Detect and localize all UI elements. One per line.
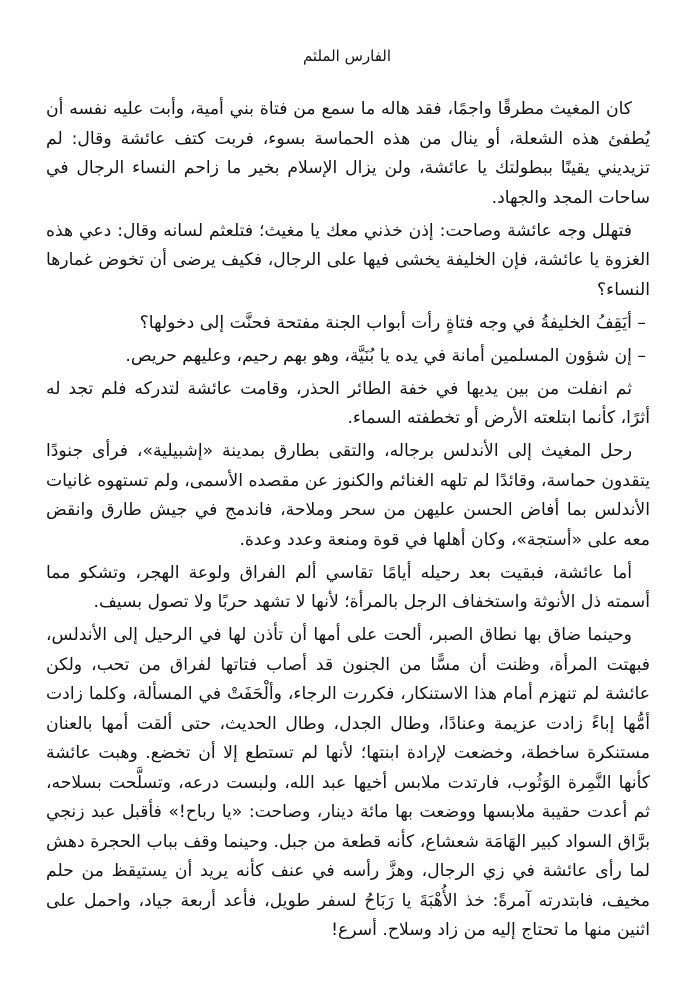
paragraph-3: ثم انفلت من بين يديها في خفة الطائر الحذر، وقامت عائشة لتدركه فلم تجد له أثرًا، كأنما ابتلعته الأرض أو تخطفته السماء.: [46, 378, 650, 428]
paragraph-2: فتهلل وجه عائشة وصاحت: إذن خذني معك يا مغيث؛ فتلعثم لسانه وقال: دعي هذه الغزوة يا عائشة، فإن الخليفة يخشى فيها على الرجال، فكيف يرضى أن تخوض غمارها النساء؟: [46, 220, 650, 300]
paragraph-4: رحل المغيث إلى الأندلس برجاله، والتقى بطارق بمدينة «إشبيلية»، فرأى جنودًا يتقدون حماسة، وقائدًا لم تلهه الغنائم والكنوز عن مقصده الأسمى، ولم تستهوه غانيات الأندلس بما أفاض الحسن عليهن من سحر وملاحة، فاندمج في جيش طارق وانقض معه على «أستجة»، وكان أهلها في قوة ومنعة وعدد وعدة.: [46, 441, 650, 550]
dialogue-line-2: – إن شؤون المسلمين أمانة في يده يا بُنَيَّة، وهو بهم رحيم، وعليهم حريص.: [125, 345, 646, 366]
paragraph-1: كان المغيث مطرقًا واجمًا، فقد هاله ما سمع من فتاة بني أمية، وأبت عليه نفسه أن يُطفئ هذه الشعلة، أو ينال من هذه الحماسة بسوء، فربت كتف عائشة وقال: لم تزيديني يقينًا ببطولتك يا عائشة، ولن يزال الإسلام بخير ما زاحم النساء الرجال في ساحات المجد والجهاد.: [46, 99, 650, 208]
running-title: الفارس الملثم: [302, 47, 392, 65]
paragraph-6: وحينما ضاق بها نطاق الصبر، ألحت على أمها أن تأذن لها في الرحيل إلى الأندلس، فبهتت المرأة، وظنت أن مسًّا من الجنون قد أصاب فتاتها لفراق من تحب، ولكن عائشة لم تنهزم أمام هذا الاستنكار، فكررت الرجاء، وألْحَفَتْ في المسألة، وكلما زادت أمُّها إباءً زادت عزيمة وعنادًا، وطال الجدل، وطال الحديث، حتى ألقت أمها بالعنان مستنكرة ساخطة، وخضعت لإرادة ابنتها؛ لأنها لم تستطع إلا أن تخضع. وهبت عائشة كأنها النَّمِرة الوَثُوب، فارتدت ملابس أخيها عبد الله، ولبست درعه، وتسلَّحت بسلاحه، ثم أعدت حقيبة ملابسها ووضعت بها مائة دينار، وصاحت: «يا رباح!» فأقبل عبد زنجي برَّاق السواد كبير الهَامَة شعشاع، كأنه قطعة من جبل. وحينما وقف بباب الحجرة دهش لما رأى عائشة في زي الرجال، وهزَّ رأسه في عنف كأنه يريد أن يستيقظ من حلم مخيف، فابتدرته آمرةً: خذ الأُهْبَةَ يا رَبَاحُ لسفر طويل، فأعد أربعة جياد، واحمل على اثنين منها ما تحتاج إليه من زاد وسلاح. أسرع!: [46, 625, 650, 940]
paragraph-5: أما عائشة، فبقيت بعد رحيله أيامًا تقاسي ألم الفراق ولوعة الهجر، وتشكو مما أسمته ذل الأنوثة واستخفاف الرجل بالمرأة؛ لأنها لا تشهد حربًا ولا تصول بسيف.: [46, 562, 650, 612]
body-text: [46, 95, 650, 949]
dialogue-line-1: – أيَقِفُ الخليفةُ في وجه فتاةٍ رأت أبواب الجنة مفتحة فحنَّت إلى دخولها؟: [139, 312, 646, 333]
